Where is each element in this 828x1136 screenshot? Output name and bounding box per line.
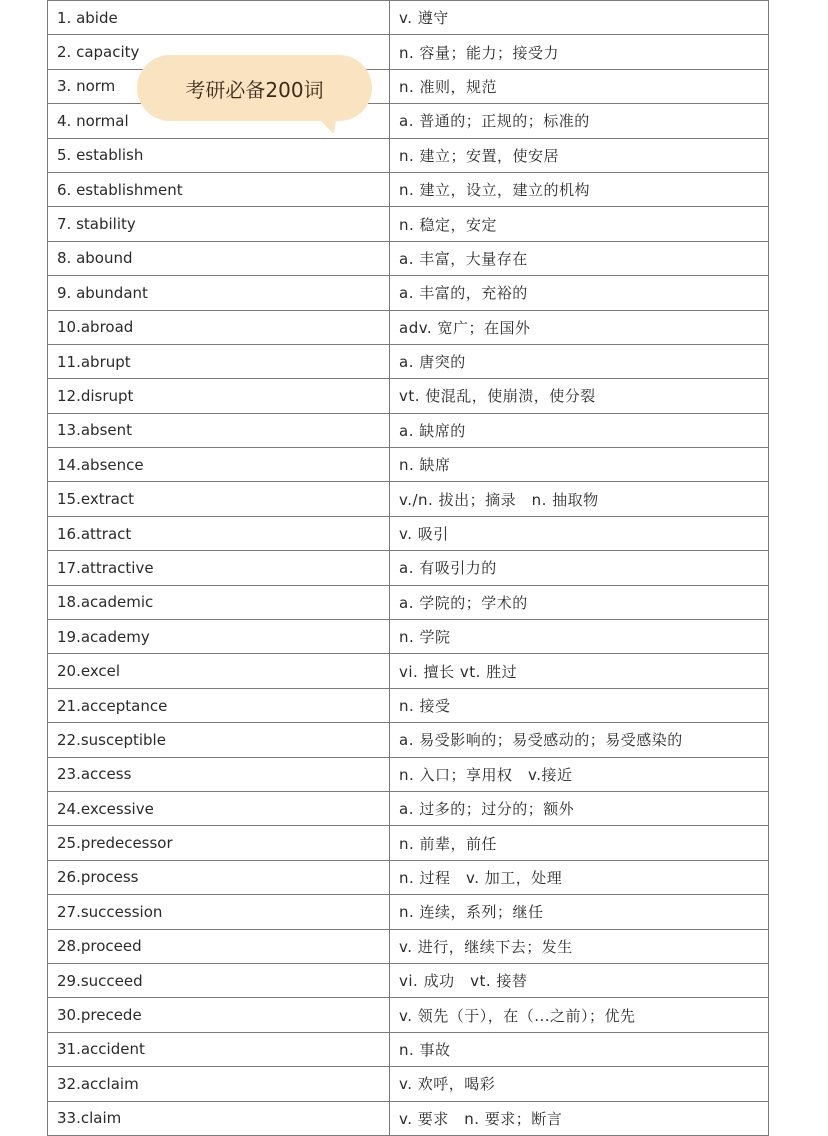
- word-cell: 20.excel: [48, 654, 390, 688]
- table-row: [48, 1067, 769, 1101]
- word-cell: 23.access: [48, 757, 390, 791]
- meaning-cell: a. 有吸引力的: [390, 551, 769, 585]
- word-cell: 25.predecessor: [48, 826, 390, 860]
- word-cell: 2. capacity: [48, 35, 390, 69]
- word-cell: 24.excessive: [48, 791, 390, 825]
- meaning-cell: n. 学院: [390, 620, 769, 654]
- table-row: [48, 585, 769, 619]
- meaning-cell: n. 入口；享用权 v.接近: [390, 757, 769, 791]
- meaning-cell: a. 丰富，大量存在: [390, 241, 769, 275]
- table-row: [48, 276, 769, 310]
- table-row: [48, 516, 769, 550]
- meaning-cell: n. 前辈，前任: [390, 826, 769, 860]
- table-row: [48, 310, 769, 344]
- speech-bubble-title: 考研必备200词: [137, 55, 372, 121]
- word-cell: 19.academy: [48, 620, 390, 654]
- meaning-cell: a. 普通的；正规的；标准的: [390, 104, 769, 138]
- meaning-cell: n. 建立；安置，使安居: [390, 138, 769, 172]
- table-row: [48, 1101, 769, 1135]
- vocabulary-table-body: [48, 1, 769, 1136]
- meaning-cell: a. 丰富的，充裕的: [390, 276, 769, 310]
- meaning-cell: n. 事故: [390, 1032, 769, 1066]
- meaning-cell: vi. 成功 vt. 接替: [390, 963, 769, 997]
- word-cell: 26.process: [48, 860, 390, 894]
- meaning-cell: vi. 擅长 vt. 胜过: [390, 654, 769, 688]
- word-cell: 13.absent: [48, 413, 390, 447]
- table-row: [48, 1, 769, 35]
- word-cell: 33.claim: [48, 1101, 390, 1135]
- table-row: [48, 172, 769, 206]
- table-row: [48, 207, 769, 241]
- word-cell: 32.acclaim: [48, 1067, 390, 1101]
- word-cell: 30.precede: [48, 998, 390, 1032]
- table-row: [48, 723, 769, 757]
- word-cell: 28.proceed: [48, 929, 390, 963]
- meaning-cell: a. 易受影响的；易受感动的；易受感染的: [390, 723, 769, 757]
- table-row: [48, 551, 769, 585]
- table-row: [48, 791, 769, 825]
- table-row: [48, 620, 769, 654]
- word-cell: 15.extract: [48, 482, 390, 516]
- meaning-cell: n. 过程 v. 加工，处理: [390, 860, 769, 894]
- meaning-cell: adv. 宽广；在国外: [390, 310, 769, 344]
- word-cell: 8. abound: [48, 241, 390, 275]
- vocabulary-sheet: [47, 0, 768, 1136]
- table-row: [48, 482, 769, 516]
- word-cell: 9. abundant: [48, 276, 390, 310]
- vocabulary-table: [47, 0, 769, 1136]
- word-cell: 11.abrupt: [48, 344, 390, 378]
- word-cell: 5. establish: [48, 138, 390, 172]
- meaning-cell: n. 连续，系列；继任: [390, 895, 769, 929]
- word-cell: 12.disrupt: [48, 379, 390, 413]
- meaning-cell: v. 吸引: [390, 516, 769, 550]
- table-row: [48, 413, 769, 447]
- meaning-cell: v. 进行，继续下去；发生: [390, 929, 769, 963]
- meaning-cell: n. 容量；能力；接受力: [390, 35, 769, 69]
- meaning-cell: a. 唐突的: [390, 344, 769, 378]
- table-row: [48, 448, 769, 482]
- meaning-cell: v. 领先（于），在（...之前）；优先: [390, 998, 769, 1032]
- meaning-cell: v./n. 拔出；摘录 n. 抽取物: [390, 482, 769, 516]
- word-cell: 22.susceptible: [48, 723, 390, 757]
- word-cell: 17.attractive: [48, 551, 390, 585]
- table-row: [48, 826, 769, 860]
- word-cell: 18.academic: [48, 585, 390, 619]
- word-cell: 3. norm: [48, 69, 390, 103]
- word-cell: 4. normal: [48, 104, 390, 138]
- word-cell: 10.abroad: [48, 310, 390, 344]
- table-row: [48, 963, 769, 997]
- word-cell: 29.succeed: [48, 963, 390, 997]
- meaning-cell: vt. 使混乱，使崩溃，使分裂: [390, 379, 769, 413]
- meaning-cell: n. 准则，规范: [390, 69, 769, 103]
- meaning-cell: a. 缺席的: [390, 413, 769, 447]
- meaning-cell: n. 缺席: [390, 448, 769, 482]
- table-row: [48, 998, 769, 1032]
- word-cell: 7. stability: [48, 207, 390, 241]
- table-row: [48, 138, 769, 172]
- meaning-cell: v. 欢呼，喝彩: [390, 1067, 769, 1101]
- word-cell: 14.absence: [48, 448, 390, 482]
- table-row: [48, 379, 769, 413]
- meaning-cell: n. 接受: [390, 688, 769, 722]
- word-cell: 27.succession: [48, 895, 390, 929]
- word-cell: 21.acceptance: [48, 688, 390, 722]
- table-row: [48, 860, 769, 894]
- word-cell: 16.attract: [48, 516, 390, 550]
- word-cell: 1. abide: [48, 1, 390, 35]
- word-cell: 31.accident: [48, 1032, 390, 1066]
- table-row: [48, 241, 769, 275]
- table-row: [48, 344, 769, 378]
- word-cell: 6. establishment: [48, 172, 390, 206]
- table-row: [48, 929, 769, 963]
- meaning-cell: a. 学院的；学术的: [390, 585, 769, 619]
- table-row: [48, 895, 769, 929]
- meaning-cell: v. 要求 n. 要求；断言: [390, 1101, 769, 1135]
- table-row: [48, 654, 769, 688]
- table-row: [48, 757, 769, 791]
- meaning-cell: a. 过多的；过分的；额外: [390, 791, 769, 825]
- meaning-cell: v. 遵守: [390, 1, 769, 35]
- meaning-cell: n. 稳定，安定: [390, 207, 769, 241]
- table-row: [48, 688, 769, 722]
- meaning-cell: n. 建立，设立，建立的机构: [390, 172, 769, 206]
- table-row: [48, 1032, 769, 1066]
